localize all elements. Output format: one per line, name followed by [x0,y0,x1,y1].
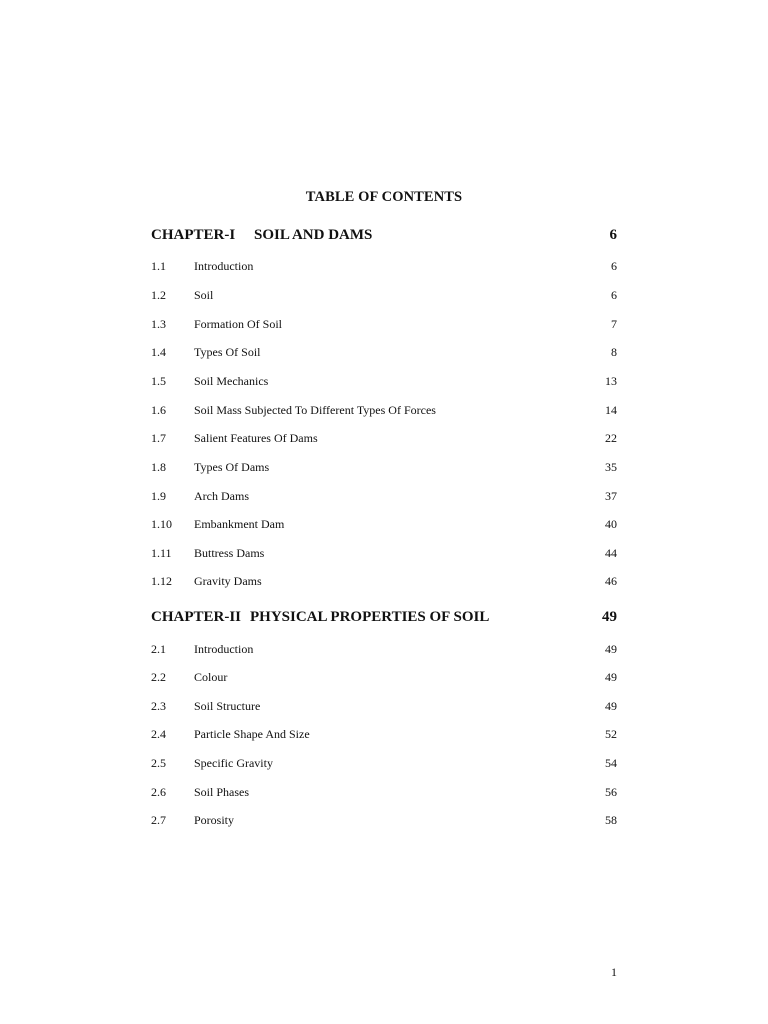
toc-entry [151,374,617,392]
entry-page-number: 22 [605,431,617,445]
toc-entry [151,403,617,421]
entry-number: 1.3 [151,317,166,331]
entry-number: 2.1 [151,642,166,656]
entry-title: Gravity Dams [194,574,262,588]
entry-number: 1.7 [151,431,166,445]
toc-entry [151,813,617,831]
entry-number: 2.6 [151,785,166,799]
entry-page-number: 56 [605,785,617,799]
toc-entry [151,317,617,335]
toc-entry [151,345,617,363]
entry-page-number: 49 [605,699,617,713]
toc-entry [151,727,617,745]
entry-title: Introduction [194,642,254,656]
entry-page-number: 58 [605,813,617,827]
entry-title: Salient Features Of Dams [194,431,318,445]
entry-number: 1.4 [151,345,166,359]
entry-number: 2.7 [151,813,166,827]
toc-entry [151,259,617,277]
toc-entry [151,460,617,478]
entry-title: Types Of Dams [194,460,270,474]
toc-entry [151,785,617,803]
page-title: TABLE OF CONTENTS [305,189,463,205]
entry-page-number: 46 [605,574,617,588]
toc-entry [151,756,617,774]
entry-page-number: 49 [605,642,617,656]
entry-title: Types Of Soil [194,345,261,359]
toc-entry [151,699,617,717]
entry-page-number: 52 [605,727,617,741]
entry-title: Soil Mechanics [194,374,269,388]
entry-page-number: 40 [605,517,617,531]
entry-number: 1.9 [151,489,166,503]
entry-title: Colour [194,670,228,684]
toc-entry [151,517,617,535]
chapter-title: SOIL AND DAMS [254,227,373,243]
entry-page-number: 49 [605,670,617,684]
toc-entry [151,642,617,660]
chapter-heading-1 [151,227,617,247]
toc-entry [151,574,617,592]
entry-page-number: 54 [605,756,617,770]
entry-number: 1.8 [151,460,166,474]
entry-number: 1.11 [151,546,172,560]
entry-number: 1.12 [151,574,172,588]
entry-number: 2.5 [151,756,166,770]
entry-title: Porosity [194,813,235,827]
chapter-title: PHYSICAL PROPERTIES OF SOIL [250,609,490,625]
entry-title: Soil Mass Subjected To Different Types Of Forces [194,403,436,417]
entry-number: 1.5 [151,374,166,388]
entry-number: 1.2 [151,288,166,302]
toc-entry [151,431,617,449]
entry-title: Soil [194,288,214,302]
entry-page-number: 35 [605,460,617,474]
chapter-label: CHAPTER-I [151,227,236,243]
entry-title: Arch Dams [194,489,249,503]
entry-number: 1.6 [151,403,166,417]
entry-title: Soil Structure [194,699,261,713]
chapter-page-number: 6 [609,227,617,243]
chapter-heading-2 [151,609,617,629]
chapter-page-number: 49 [602,609,617,625]
page-number: 1 [611,965,617,979]
entry-title: Formation Of Soil [194,317,283,331]
entry-title: Soil Phases [194,785,250,799]
entry-number: 2.4 [151,727,166,741]
entry-number: 1.10 [151,517,172,531]
entry-number: 2.3 [151,699,166,713]
entry-number: 1.1 [151,259,166,273]
entry-title: Specific Gravity [194,756,273,770]
entry-page-number: 44 [605,546,617,560]
entry-page-number: 14 [605,403,617,417]
entry-title: Particle Shape And Size [194,727,310,741]
entry-page-number: 13 [605,374,617,388]
toc-entry [151,670,617,688]
entry-title: Introduction [194,259,254,273]
entry-page-number: 7 [611,317,617,331]
entry-page-number: 8 [611,345,617,359]
entry-page-number: 6 [611,288,617,302]
entry-title: Buttress Dams [194,546,265,560]
entry-page-number: 6 [611,259,617,273]
entry-page-number: 37 [605,489,617,503]
entry-number: 2.2 [151,670,166,684]
entry-title: Embankment Dam [194,517,285,531]
chapter-label: CHAPTER-II [151,609,242,625]
toc-entry [151,546,617,564]
toc-entry [151,489,617,507]
toc-entry [151,288,617,306]
